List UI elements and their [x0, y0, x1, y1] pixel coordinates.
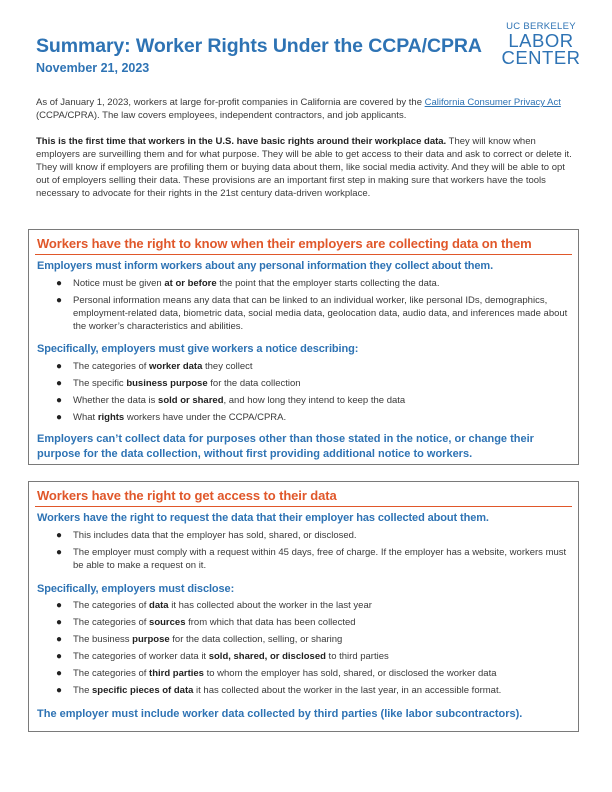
intro-text-before-link: As of January 1, 2023, workers at large for-profit companies in California are covered by the	[36, 97, 425, 108]
right-to-access-section	[28, 481, 579, 732]
bullet-icon: ●	[56, 600, 63, 611]
list-item: ● Personal information means any data that can be linked to an individual worker, like personal IDs, demographics, employment-related data, biometric data, social media data, geolocation data, audio data, and inferences made about the worker’s characteristics and abilities.	[56, 295, 568, 332]
logo-line-1: UC BERKELEY	[506, 21, 576, 32]
section-2-heading: Workers have the right to get access to their data	[37, 488, 337, 503]
list-item: ● Whether the data is sold or shared, and how long they intend to keep the data	[56, 395, 406, 406]
section-1-subheading-2: Specifically, employers must give workers a notice describing:	[37, 343, 359, 355]
bullet-icon: ●	[56, 412, 63, 423]
intro-bold-lead: This is the first time that workers in the U.S. have basic rights around their workplace data.	[36, 136, 447, 147]
bullet-icon: ●	[56, 295, 63, 306]
intro-paragraph-2	[36, 135, 577, 200]
logo-line-3: CENTER	[501, 47, 581, 68]
intro-paragraph-1	[36, 96, 577, 122]
section-1-heading: Workers have the right to know when their employers are collecting data on them	[37, 236, 532, 251]
ccpa-link[interactable]: California Consumer Privacy Act	[424, 97, 561, 108]
list-item: ● The business purpose for the data collection, selling, or sharing	[56, 634, 343, 645]
bullet-icon: ●	[56, 547, 63, 558]
section-2-list-1	[29, 529, 574, 576]
labor-center-logo	[501, 22, 581, 66]
list-item: ● What rights workers have under the CCPA/CPRA.	[56, 412, 287, 423]
bullet-icon: ●	[56, 361, 63, 372]
bullet-icon: ●	[56, 395, 63, 406]
section-2-subheading-2: Specifically, employers must disclose:	[37, 583, 235, 595]
section-1-rule	[35, 254, 572, 255]
bullet-icon: ●	[56, 668, 63, 679]
bullet-icon: ●	[56, 651, 63, 662]
list-item: ● The categories of data it has collected about the worker in the last year	[56, 600, 372, 611]
section-1-subheading-1: Employers must inform workers about any personal information they collect about them.	[37, 260, 494, 272]
intro-paragraph-2-body: They will know when employers are surveilling them and for what purpose. They will be able to get access to their data and ask to correct or delete it. They will know if employers are profiling them or buying data about them, like social media activity. And they will be able to opt out of employers selling their data. These provisions are an important first step in making sure that workers have the tools necessary to advocate for their rights in the 21st century data-driven workplace.	[36, 136, 572, 199]
page-title: Summary: Worker Rights Under the CCPA/CPRA	[36, 35, 482, 57]
section-2-rule	[35, 506, 572, 507]
list-item: ● The categories of sources from which that data has been collected	[56, 617, 356, 628]
section-1-list-1	[29, 277, 574, 337]
bullet-icon: ●	[56, 634, 63, 645]
bullet-icon: ●	[56, 617, 63, 628]
bullet-icon: ●	[56, 530, 63, 541]
section-2-subheading-1: Workers have the right to request the data that their employer has collected about them.	[37, 512, 489, 524]
publication-date: November 21, 2023	[36, 61, 150, 75]
list-item: ● Notice must be given at or before the point that the employer starts collecting the data.	[56, 278, 440, 289]
section-2-note: The employer must include worker data collected by third parties (like labor subcontractors).	[37, 708, 523, 720]
bullet-icon: ●	[56, 685, 63, 696]
section-2-list-2	[29, 599, 574, 701]
list-item: ● The employer must comply with a request within 45 days, free of charge. If the employer has a website, workers must be able to make a request on it.	[56, 547, 567, 571]
list-item: ● The specific pieces of data it has collected about the worker in the last year, in an accessible format.	[56, 685, 502, 696]
list-item: ● The categories of third parties to whom the employer has sold, shared, or disclosed the worker data	[56, 668, 497, 679]
section-1-list-2	[29, 360, 574, 428]
list-item: ● The specific business purpose for the data collection	[56, 378, 301, 389]
bullet-icon: ●	[56, 378, 63, 389]
list-item: ● The categories of worker data they collect	[56, 361, 253, 372]
intro-text-after-link: (CCPA/CPRA). The law covers employees, independent contractors, and job applicants.	[36, 110, 407, 121]
list-item: ● The categories of worker data it sold, shared, or disclosed to third parties	[56, 651, 389, 662]
section-1-note: Employers can’t collect data for purposes other than those stated in the notice, or change their purpose for the data collection, without first providing additional notice to workers.	[37, 433, 534, 460]
list-item: ● This includes data that the employer has sold, shared, or disclosed.	[56, 530, 357, 541]
right-to-know-section	[28, 229, 579, 465]
logo-line-2: LABOR	[508, 30, 574, 51]
bullet-icon: ●	[56, 278, 63, 289]
